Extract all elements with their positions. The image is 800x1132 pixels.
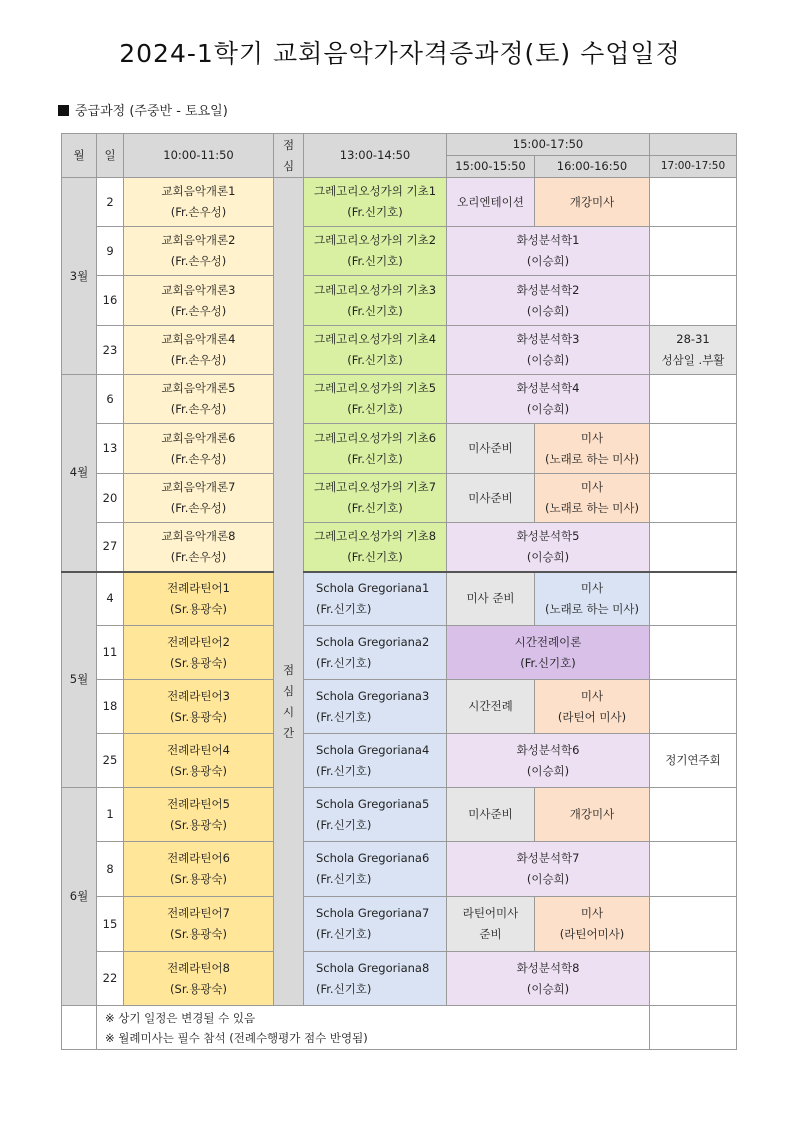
morning-class-line: 교회음악개론3 [161,282,236,297]
morning-class-line: (Fr.손우성) [170,549,227,564]
day-cell: 13 [97,424,124,474]
table-row [62,474,737,523]
morning-class-line: 교회음악개론1 [161,184,236,198]
header-month: 월 [62,134,97,178]
morning-class-line: 교회음악개론7 [161,480,236,494]
morning-class-line: (Sr.용광숙) [170,981,227,996]
table-row [62,178,737,227]
slot-c-cell [650,276,737,326]
afternoon2-class-line: 화성분석학5 [516,528,580,543]
table-row [62,734,737,788]
afternoon-class-line: (Fr.신기호) [316,655,372,670]
afternoon-class-line: Schola Gregoriana1 [316,580,430,595]
morning-class-line: 전례라틴어1 [167,580,230,595]
afternoon2-class-line: (이승희) [526,353,570,367]
slot-b-class [535,897,650,952]
slot-b-class-line: 미사 [580,906,604,920]
slot-a-class-line: 시간전례 [468,699,513,713]
slot-a-class-line: 미사준비 [468,441,513,455]
morning-class-line: 전례라틴어6 [167,851,230,865]
morning-class [124,523,274,572]
afternoon-class-line: Schola Gregoriana2 [316,634,430,649]
afternoon-class-line: Schola Gregoriana4 [316,742,430,757]
table-row [62,424,737,474]
table-row [62,227,737,276]
header-lunch-char: 점 [282,137,295,152]
header-afternoon1: 13:00-14:50 [304,134,447,178]
slot-c-cell [650,375,737,424]
afternoon2-class [447,276,650,326]
day-cell: 11 [97,626,124,680]
afternoon-class [304,474,447,523]
lunch-char: 심 [282,683,295,698]
afternoon-class [304,375,447,424]
slot-a-class-line: 준비 [479,927,502,941]
morning-class-line: (Sr.용광숙) [170,655,227,670]
morning-class-line: (Fr.손우성) [170,402,227,416]
day-cell: 18 [97,680,124,734]
afternoon2-class-line: (이승희) [526,254,570,268]
morning-class [124,897,274,952]
afternoon-class-line: (Fr.신기호) [347,549,403,564]
morning-class-line: 전례라틴어7 [167,906,230,920]
slot-a-class [447,424,535,474]
afternoon-class [304,227,447,276]
afternoon2-class-line: 화성분석학6 [516,742,580,757]
slot-b-class [535,178,650,227]
slot-b-class [535,572,650,626]
morning-class-line: (Fr.손우성) [170,451,227,466]
day-cell: 6 [97,375,124,424]
day-cell: 16 [97,276,124,326]
morning-class-line: (Fr.손우성) [170,501,227,515]
morning-class-line: (Sr.용광숙) [170,927,227,941]
morning-class [124,626,274,680]
notes-cell [97,1006,650,1050]
afternoon2-class-line: 화성분석학2 [516,282,580,297]
afternoon2-class-line: (이승희) [526,763,570,778]
morning-class [124,424,274,474]
afternoon2-class-line: 화성분석학8 [516,960,580,975]
table-row [62,523,737,572]
header-morning: 10:00-11:50 [124,134,274,178]
slot-c-cell [650,734,737,788]
slot-c-cell [650,523,737,572]
afternoon-class [304,523,447,572]
morning-class [124,734,274,788]
afternoon-class-line: Schola Gregoriana6 [316,851,430,865]
afternoon2-class-line: (이승희) [526,402,570,416]
header-empty [650,134,737,156]
slot-b-class-line: 미사 [580,430,604,445]
day-cell: 22 [97,952,124,1006]
afternoon2-class-line: 화성분석학4 [516,381,580,395]
day-cell: 27 [97,523,124,572]
afternoon-class [304,572,447,626]
note-line: ※ 상기 일정은 변경될 수 있음 [105,1010,256,1025]
afternoon-class-line: 그레고리오성가의 기초5 [313,381,437,395]
afternoon-class [304,424,447,474]
day-cell: 15 [97,897,124,952]
afternoon-class [304,680,447,734]
section-subtitle [58,100,228,119]
afternoon-class [304,326,447,375]
slot-b-class-line: 개강미사 [569,194,615,209]
slot-a-class [447,788,535,842]
slot-a-class-line: 미사준비 [468,807,513,821]
afternoon-class-line: (Fr.신기호) [347,402,403,416]
slot-a-class-line: 오리엔테이션 [457,194,524,209]
morning-class-line: (Sr.용광숙) [170,763,227,778]
day-cell: 25 [97,734,124,788]
afternoon-class-line: (Fr.신기호) [347,451,403,466]
afternoon-class-line: (Fr.신기호) [316,981,372,996]
slot-c-cell [650,897,737,952]
table-row [62,375,737,424]
afternoon-class-line: 그레고리오성가의 기초4 [313,332,437,346]
afternoon-class [304,952,447,1006]
slot-b-class-line: 미사 [580,688,604,703]
note-line: ※ 월례미사는 필수 참석 (전례수행평가 점수 반영됨) [105,1030,368,1045]
day-cell: 1 [97,788,124,842]
afternoon-class-line: (Fr.신기호) [316,817,372,832]
slot-c-cell [650,227,737,276]
table-row [62,897,737,952]
morning-class-line: (Fr.손우성) [170,353,227,367]
slot-a-class [447,680,535,734]
afternoon-class-line: 그레고리오성가의 기초3 [313,282,437,297]
afternoon-class-line: (Fr.신기호) [347,205,403,219]
header-afternoon2: 15:00-17:50 [447,134,650,156]
afternoon-class [304,178,447,227]
morning-class-line: 전례라틴어3 [167,688,230,703]
table-row [62,952,737,1006]
header-slot-a: 15:00-15:50 [447,156,535,178]
table-row [62,680,737,734]
header-slot-c: 17:00-17:50 [650,156,737,178]
notes-row [62,1006,737,1050]
morning-class-line: (Fr.손우성) [170,205,227,219]
morning-class [124,276,274,326]
slot-c-cell-line: 28-31 [676,332,710,346]
morning-class-line: (Sr.용광숙) [170,601,227,616]
day-cell: 20 [97,474,124,523]
afternoon-class-line: 그레고리오성가의 기초2 [313,233,437,247]
morning-class-line: 전례라틴어4 [167,742,230,757]
afternoon2-class [447,734,650,788]
slot-b-class [535,424,650,474]
header-slot-b: 16:00-16:50 [535,156,650,178]
slot-b-class-line: 미사 [580,580,604,595]
slot-c-cell [650,788,737,842]
morning-class-line: (Fr.손우성) [170,303,227,318]
day-cell: 9 [97,227,124,276]
day-cell: 4 [97,572,124,626]
slot-c-cell-line: 정기연주회 [665,753,721,767]
afternoon-class-line: (Fr.신기호) [316,872,372,886]
header-lunch-char: 심 [282,158,295,173]
month-cell: 6월 [62,788,97,1006]
slot-c-cell-line: 성삼일 .부활 [661,353,725,367]
morning-class [124,474,274,523]
afternoon2-class [447,326,650,375]
afternoon-class-line: 그레고리오성가의 기초6 [313,430,437,445]
page-title: 2024-1학기 교회음악가자격증과정(토) 수업일정 [119,39,681,68]
afternoon-class-line: (Fr.신기호) [316,763,372,778]
morning-class-line: 교회음악개론4 [161,332,236,346]
table-row [62,276,737,326]
lunch-break-column [274,178,304,1006]
slot-c-cell [650,952,737,1006]
afternoon-class-line: 그레고리오성가의 기초1 [313,184,437,198]
afternoon-class-line: 그레고리오성가의 기초8 [313,528,437,543]
morning-class-line: (Fr.손우성) [170,254,227,268]
slot-b-class-line: (노래로 하는 미사) [544,501,640,515]
afternoon2-class [447,952,650,1006]
square-bullet-icon [58,105,69,116]
morning-class [124,680,274,734]
afternoon2-class-line: 화성분석학1 [516,233,580,247]
slot-b-class [535,680,650,734]
afternoon-class-line: Schola Gregoriana5 [316,796,430,811]
day-cell: 23 [97,326,124,375]
slot-c-cell [650,680,737,734]
afternoon-class [304,734,447,788]
slot-b-class-line: 미사 [580,480,604,494]
afternoon-class-line: Schola Gregoriana8 [316,960,430,975]
notes-empty-cell [650,1006,737,1050]
afternoon-class [304,842,447,897]
header-lunch [274,134,304,178]
afternoon-class-line: (Fr.신기호) [347,254,403,268]
slot-a-class [447,572,535,626]
slot-c-cell [650,572,737,626]
afternoon-class-line: (Fr.신기호) [316,709,372,724]
afternoon2-class [447,227,650,276]
lunch-char: 시 [282,704,295,719]
header-day: 일 [97,134,124,178]
afternoon2-class [447,523,650,572]
slot-b-class-line: (라틴어 미사) [557,709,627,724]
slot-b-class [535,474,650,523]
month-cell: 5월 [62,572,97,788]
morning-class-line: 전례라틴어8 [167,960,230,975]
afternoon2-class-line: (이승희) [526,303,570,318]
morning-class-line: 교회음악개론6 [161,430,236,445]
afternoon2-class [447,375,650,424]
morning-class-line: 전례라틴어5 [167,796,230,811]
slot-a-class [447,178,535,227]
afternoon-class-line: (Fr.신기호) [316,927,372,941]
morning-class [124,952,274,1006]
slot-c-cell [650,178,737,227]
afternoon2-class-line: (이승희) [526,872,570,886]
table-row [62,626,737,680]
afternoon-class-line: 그레고리오성가의 기초7 [313,480,437,494]
slot-a-class-line: 미사 준비 [466,591,515,606]
afternoon-class-line: (Fr.신기호) [347,353,403,367]
slot-a-class [447,474,535,523]
afternoon2-class-line: 화성분석학3 [516,332,580,346]
notes-empty-cell [62,1006,97,1050]
lunch-char: 간 [282,725,295,740]
afternoon-class [304,897,447,952]
morning-class-line: 교회음악개론2 [161,233,236,247]
table-row [62,572,737,626]
morning-class [124,326,274,375]
day-cell: 8 [97,842,124,897]
morning-class-line: 전례라틴어2 [167,634,230,649]
afternoon-class-line: (Fr.신기호) [347,303,403,318]
afternoon2-class-line: (Fr.신기호) [520,655,576,670]
afternoon2-class [447,842,650,897]
slot-c-cell [650,842,737,897]
table-row [62,788,737,842]
afternoon-class [304,276,447,326]
slot-a-class [447,897,535,952]
slot-b-class [535,788,650,842]
morning-class [124,178,274,227]
slot-b-class-line: 개강미사 [569,807,615,821]
table-row [62,842,737,897]
slot-a-class-line: 라틴어미사 [462,906,519,920]
morning-class [124,227,274,276]
lunch-char: 점 [282,662,295,677]
afternoon-class [304,788,447,842]
morning-class [124,788,274,842]
afternoon2-class-line: 시간전례이론 [514,634,582,649]
afternoon-class-line: Schola Gregoriana7 [316,906,430,920]
morning-class [124,375,274,424]
day-cell: 2 [97,178,124,227]
subtitle-text: 중급과정 (주중반 - 토요일) [75,104,228,119]
afternoon-class-line: (Fr.신기호) [316,601,372,616]
afternoon2-class [447,626,650,680]
afternoon2-class-line: (이승희) [526,549,570,564]
afternoon-class-line: (Fr.신기호) [347,501,403,515]
afternoon2-class-line: (이승희) [526,981,570,996]
morning-class-line: 교회음악개론8 [161,528,236,543]
slot-b-class-line: (노래로 하는 미사) [544,451,640,466]
slot-b-class-line: (노래로 하는 미사) [544,601,640,616]
slot-c-cell [650,326,737,375]
afternoon2-class-line: 화성분석학7 [516,851,580,865]
month-cell: 3월 [62,178,97,375]
morning-class-line: (Sr.용광숙) [170,709,227,724]
schedule-table [61,133,737,1050]
table-row [62,326,737,375]
afternoon-class [304,626,447,680]
morning-class [124,842,274,897]
month-cell: 4월 [62,375,97,572]
morning-class-line: 교회음악개론5 [161,381,236,395]
slot-c-cell [650,474,737,523]
morning-class-line: (Sr.용광숙) [170,872,227,886]
morning-class [124,572,274,626]
morning-class-line: (Sr.용광숙) [170,817,227,832]
slot-c-cell [650,626,737,680]
slot-c-cell [650,424,737,474]
slot-a-class-line: 미사준비 [468,490,513,505]
slot-b-class-line: (라틴어미사) [559,927,625,941]
afternoon-class-line: Schola Gregoriana3 [316,688,430,703]
